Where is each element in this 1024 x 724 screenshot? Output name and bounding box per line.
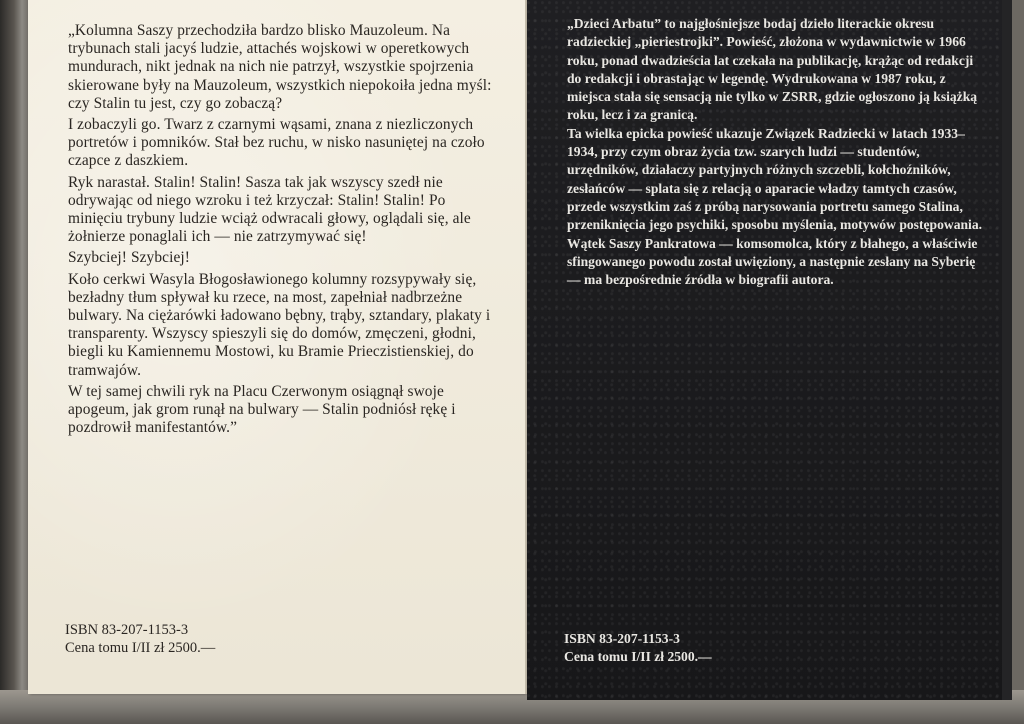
right-paragraph: Wątek Saszy Pankratowa — komsomolca, który z błahego, a właściwie sfingowanego powodu został uwięziony, a następnie zesłany na Syberię — ma bezpośrednie źródła w biografii autora. (567, 235, 978, 288)
left-paragraph: Szybciej! Szybciej! (68, 249, 190, 267)
left-book-back-cover (28, 0, 525, 694)
left-paragraph: „Kolumna Saszy przechodziła bardzo blisko Mauzoleum. Na trybunach stali jacyś ludzie, attachés wojskowi w operetkowych mundurach, nikt jednak na nich nie patrzył, wszystkie spojrzenia skierowane były na Mauzoleum, wszystkich niepokoiła jedna myśl: czy Stalin tu jest, czy go zobaczą? (68, 22, 492, 112)
left-paragraph: Ryk narastał. Stalin! Stalin! Sasza tak jak wszyscy szedł nie odrywając od niego wzroku i też krzyczał: Stalin! Stalin! Po minięciu trybuny ludzie wciąż odwracali głowy, oglądali się, ale żołnierze ponaglali ich — nie zatrzymywać się! (68, 173, 471, 246)
right-paragraph: Ta wielka epicka powieść ukazuje Związek Radziecki w latach 1933–1934, przy czym obraz życia tzw. szarych ludzi — studentów, urzędników, działaczy partyjnych różnych szczebli, kołchoźników, zesłańców — splata się z relacją o aparacie władzy tamtych czasów, przede wszystkim zaś z próbą narysowania portretu samego Stalina, przeniknięcia jego psychiki, sposobu myślenia, motywów postępowania. (567, 125, 983, 233)
left-isbn: ISBN 83-207-1153-3 (65, 622, 189, 638)
right-isbn: ISBN 83-207-1153-3 (564, 631, 680, 646)
left-paragraph: Koło cerkwi Wasyla Błogosławionego kolumny rozsypywały się, bezładny tłum spływał ku rzece, na most, zapełniał nadbrzeżne bulwary. Na ciężarówki ładowano bębny, trąby, sztandary, plakaty i transparenty. Wszyscy spieszyli się do domów, zmęczeni, głodni, biegli ku Kamiennemu Mostowi, ku Bramie Prieczistienskiej, do tramwajów. (68, 270, 491, 379)
left-paragraph: I zobaczyli go. Twarz z czarnymi wąsami, znana z niezliczonych portretów i pomników. Stał bez ruchu, w nisko nasuniętej na czoło czapce z daszkiem. (68, 116, 485, 170)
right-book-back-cover (527, 0, 1012, 700)
left-isbn-block (65, 621, 215, 657)
right-price: Cena tomu I/II zł 2500.— (564, 649, 712, 664)
right-isbn-block (564, 630, 712, 666)
left-price: Cena tomu I/II zł 2500.— (65, 640, 216, 656)
left-cover-text (68, 22, 493, 440)
right-paragraph: „Dzieci Arbatu” to najgłośniejsze bodaj dzieło literackie okresu radzieckiej „pieriestrojki”. Powieść, złożona w wydawnictwie w 1966 roku, ponad dwadzieścia lat czekała na publikację, krążąc od redakcji do redakcji i obrastając w legendę. Wydrukowana w 1987 roku, z miejsca stała się sensacją nie tylko w ZSRR, gdzie ogłoszono ją książką roku, lecz i za granicą. (567, 16, 978, 123)
right-cover-text (567, 15, 987, 289)
left-paragraph: W tej samej chwili ryk na Placu Czerwonym osiągnął swoje apogeum, jak grom runął na bulwary — Stalin podniósł rękę i pozdrowił manifestantów.” (68, 382, 456, 437)
